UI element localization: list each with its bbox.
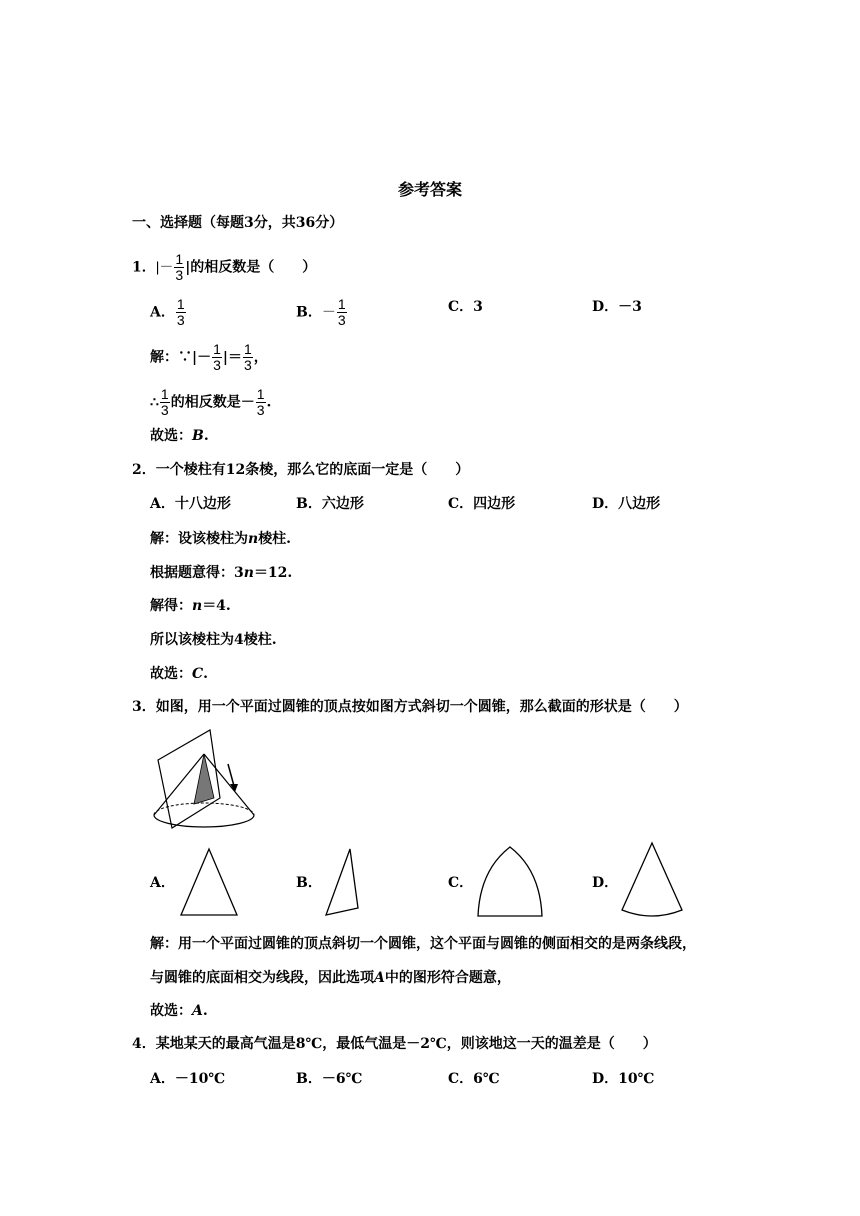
q3-option-a-label: A． [150,875,175,891]
q2-option-b: B．六边形 [296,496,364,512]
answer-letter: B [192,428,204,444]
q1-option-d [592,297,642,317]
solution-text: |＝ [222,349,242,366]
fraction [174,252,184,283]
solution-text: ＝4. [202,598,231,614]
question-number: 1． [132,259,156,276]
variable: n [243,565,254,581]
q2-answer [150,664,208,684]
fraction-numerator: 1 [256,386,265,402]
triangle-shape-icon [178,846,240,918]
question-text: |的相反数是（ ） [185,259,317,276]
solution-text: ＝12. [253,565,293,581]
fraction [160,387,170,418]
solution-text: 解：设该棱柱为 [150,531,248,547]
q4-option-a: A．－10℃ [150,1071,226,1087]
option-letter: C． [448,299,474,315]
fraction-numerator: 1 [176,296,185,312]
solution-text: 的相反数是－ [170,394,255,411]
answer-letter: A [192,1003,203,1019]
q1-solution-line-1 [150,342,268,373]
oblique-triangle-shape-icon [322,846,364,918]
answer-end: . [202,1003,208,1019]
q4-option-c: C．6℃ [448,1071,500,1087]
fraction [176,297,186,328]
q3-answer [150,1001,208,1021]
fraction-numerator: 1 [160,386,169,402]
q4-option-d: D．10℃ [592,1071,655,1087]
q2-solution-line-2 [150,563,292,583]
fraction-denominator: 3 [175,267,184,283]
solution-text: 根据题意得：3 [150,565,244,581]
q2-solution-line-3 [150,596,231,616]
section-heading: 一、选择题（每题3分，共36分） [132,215,344,231]
fraction-denominator: 3 [243,357,252,373]
variable: n [248,531,259,547]
q2-option-d: D．八边形 [592,496,661,512]
q1-option-c [448,297,483,317]
solution-text: 中的图形符合题意， [384,970,511,986]
question-2-stem: 2．一个棱柱有12条棱，那么它的底面一定是（ ） [132,462,470,478]
q1-option-a [150,297,187,328]
page-title: 参考答案 [397,180,462,199]
minus-sign: － [321,303,336,320]
q2-solution-line-4: 所以该棱柱为4棱柱. [150,632,277,648]
fraction-numerator: 1 [337,296,346,312]
solution-text: ∴ [150,394,159,411]
variable: n [192,598,203,614]
solution-text: ， [253,349,268,366]
option-text: －3 [618,299,642,315]
fraction-denominator: 3 [160,402,169,418]
fraction-denominator: 3 [256,402,265,418]
answer-label: 故选： [150,1003,192,1019]
fraction-denominator: 3 [213,357,221,373]
q3-solution-line-2 [150,968,511,988]
fraction-numerator: 1 [243,341,252,357]
question-1-stem [132,252,316,283]
q3-option-c-label: C． [448,875,474,891]
q4-option-b: B．－6℃ [296,1071,363,1087]
option-letter: B． [296,304,322,321]
fraction [212,342,222,373]
solution-text: 与圆锥的底面相交为线段，因此选项 [150,970,374,986]
abs-open: |－ [155,258,174,275]
answer-end: . [203,666,209,682]
q1-solution-line-2 [150,387,271,418]
sector-shape-icon [618,840,688,922]
solution-text: . [266,394,272,411]
q3-option-d-label: D． [592,875,619,891]
solution-text: 棱柱. [258,531,292,547]
fraction-numerator: 1 [175,251,184,267]
fraction-numerator: 1 [213,341,221,357]
curved-triangle-shape-icon [474,844,546,920]
q2-option-a: A．十八边形 [150,496,231,512]
fraction-denominator: 3 [176,312,185,328]
fraction [256,387,266,418]
answer-end: . [203,428,209,444]
cone-cut-figure [148,726,260,834]
q3-solution-line-1: 解：用一个平面过圆锥的顶点斜切一个圆锥，这个平面与圆锥的侧面相交的是两条线段， [150,936,696,952]
question-3-stem: 3．如图，用一个平面过圆锥的顶点按如图方式斜切一个圆锥，那么截面的形状是（ ） [132,699,688,715]
q1-answer [150,426,209,446]
variable: A [374,970,385,986]
fraction [243,342,253,373]
option-text: 3 [473,299,483,315]
answer-label: 故选： [150,666,192,682]
q1-option-b [296,297,348,328]
question-4-stem: 4．某地某天的最高气温是8℃，最低气温是－2℃，则该地这一天的温差是（ ） [132,1036,657,1052]
q2-option-c: C．四边形 [448,496,516,512]
option-letter: A． [150,304,175,321]
solution-text: 解：∵|－ [150,349,212,366]
fraction-denominator: 3 [337,312,346,328]
option-letter: D． [592,299,619,315]
answer-label: 故选： [150,428,192,444]
q2-solution-line-1 [150,529,291,549]
fraction [337,297,347,328]
q3-option-b-label: B． [296,875,322,891]
answer-letter: C [192,666,204,682]
solution-text: 解得： [150,598,192,614]
